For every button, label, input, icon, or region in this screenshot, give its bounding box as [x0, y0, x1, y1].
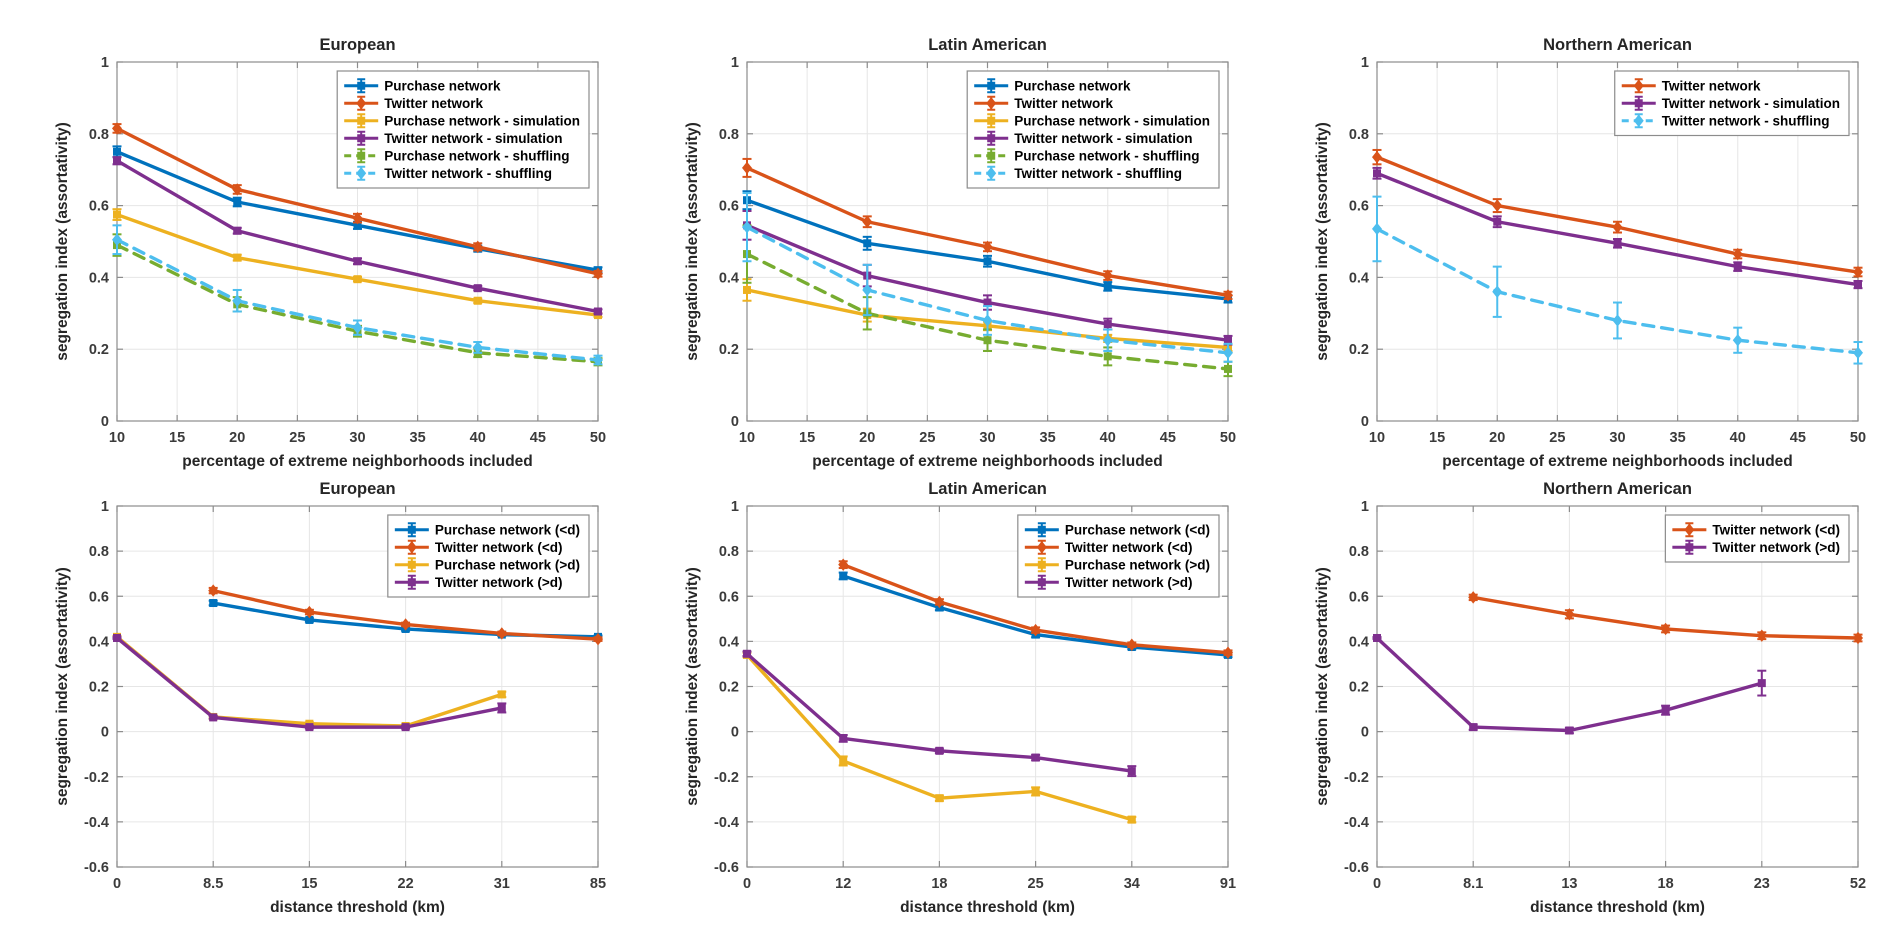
legend-label: Twitter network - simulation: [1014, 130, 1193, 146]
svg-text:50: 50: [1219, 430, 1237, 446]
svg-text:-0.4: -0.4: [84, 814, 109, 831]
svg-text:50: 50: [1849, 430, 1867, 446]
data-point-marker: [474, 297, 482, 305]
svg-text:0.8: 0.8: [1348, 126, 1369, 143]
legend-label: Twitter network: [1014, 95, 1113, 111]
svg-text:50: 50: [589, 430, 607, 446]
legend-marker: [987, 134, 995, 142]
svg-text:91: 91: [1219, 876, 1237, 892]
y-axis-label: segregation index (assortativity): [54, 567, 71, 806]
svg-text:31: 31: [493, 876, 510, 892]
svg-text:18: 18: [931, 876, 948, 892]
data-point-marker: [402, 723, 410, 731]
svg-text:22: 22: [397, 876, 414, 892]
legend-marker: [357, 134, 365, 142]
svg-text:45: 45: [1159, 430, 1176, 446]
svg-text:0: 0: [730, 414, 739, 430]
data-point-marker: [1854, 281, 1862, 289]
svg-text:0: 0: [1360, 414, 1369, 430]
svg-text:0.4: 0.4: [718, 270, 739, 287]
data-point-marker: [1104, 282, 1112, 290]
data-point-marker: [498, 690, 506, 698]
data-point-marker: [1104, 352, 1112, 360]
legend-label: Purchase network: [1014, 78, 1131, 94]
data-point-marker: [1469, 723, 1477, 731]
data-point-marker: [233, 227, 241, 235]
legend-label: Twitter network (<d): [1712, 522, 1840, 538]
legend-marker: [1038, 561, 1046, 569]
data-point-marker: [1734, 263, 1742, 271]
legend: [967, 71, 1219, 188]
svg-text:0.6: 0.6: [88, 589, 109, 606]
svg-text:30: 30: [979, 430, 996, 446]
svg-text:-0.2: -0.2: [1344, 769, 1369, 786]
data-point-marker: [1373, 169, 1381, 177]
legend-label: Twitter network - shuffling: [1661, 113, 1830, 129]
data-point-marker: [1104, 320, 1112, 328]
chart-svg: [1260, 473, 1890, 945]
legend-marker: [1685, 543, 1693, 551]
svg-text:-0.6: -0.6: [1344, 860, 1369, 876]
svg-text:0.2: 0.2: [1348, 679, 1369, 696]
svg-text:45: 45: [1789, 430, 1806, 446]
data-point-marker: [209, 713, 217, 721]
data-point-marker: [935, 747, 943, 755]
legend-marker: [357, 117, 365, 125]
svg-text:-0.4: -0.4: [1344, 814, 1369, 831]
svg-text:15: 15: [1429, 430, 1446, 446]
data-point-marker: [498, 704, 506, 712]
svg-text:0.2: 0.2: [1348, 342, 1369, 359]
data-point-marker: [474, 284, 482, 292]
svg-text:1: 1: [1360, 55, 1369, 71]
data-point-marker: [984, 336, 992, 344]
legend-label: Purchase network - simulation: [384, 113, 580, 129]
svg-text:8.1: 8.1: [1463, 876, 1484, 892]
svg-text:40: 40: [469, 430, 486, 446]
chart-european-percentage: [0, 0, 630, 472]
data-point-marker: [863, 239, 871, 247]
legend-label: Twitter network - simulation: [1661, 95, 1840, 111]
svg-text:0.2: 0.2: [88, 342, 109, 359]
svg-text:20: 20: [229, 430, 246, 446]
data-point-marker: [839, 757, 847, 765]
data-point-marker: [1032, 754, 1040, 762]
svg-text:35: 35: [409, 430, 426, 446]
chart-european-distance: [0, 473, 630, 945]
x-axis-label: distance threshold (km): [1530, 899, 1705, 916]
chart-latin-american-percentage: [630, 0, 1260, 472]
svg-text:10: 10: [108, 430, 126, 446]
svg-text:30: 30: [349, 430, 366, 446]
legend-label: Purchase network (<d): [1064, 522, 1210, 538]
legend: [1018, 515, 1219, 597]
svg-text:0.8: 0.8: [718, 544, 739, 561]
svg-text:0: 0: [1360, 724, 1369, 741]
data-point-marker: [935, 794, 943, 802]
legend: [1665, 515, 1849, 562]
chart-latin-american-distance: [630, 473, 1260, 945]
svg-text:0.2: 0.2: [718, 679, 739, 696]
y-axis-label: segregation index (assortativity): [684, 122, 701, 361]
legend: [388, 515, 589, 597]
legend-label: Twitter network: [1661, 78, 1761, 94]
y-axis-label: segregation index (assortativity): [1314, 567, 1331, 806]
svg-text:25: 25: [289, 430, 306, 446]
data-point-marker: [1493, 218, 1501, 226]
svg-text:34: 34: [1123, 876, 1140, 892]
svg-text:10: 10: [1368, 430, 1386, 446]
data-point-marker: [1224, 365, 1232, 373]
x-axis-label: percentage of extreme neighborhoods included: [182, 453, 533, 470]
chart-title: Latin American: [928, 480, 1047, 498]
svg-text:52: 52: [1849, 876, 1867, 892]
svg-text:15: 15: [799, 430, 816, 446]
data-point-marker: [1662, 706, 1670, 714]
data-point-marker: [1373, 634, 1381, 642]
legend-label: Twitter network - simulation: [384, 130, 563, 146]
legend-marker: [1038, 578, 1046, 586]
svg-text:-0.4: -0.4: [714, 814, 739, 831]
x-axis-label: distance threshold (km): [900, 899, 1075, 916]
svg-text:0.8: 0.8: [718, 126, 739, 143]
svg-text:40: 40: [1729, 430, 1746, 446]
legend-label: Purchase network (>d): [1064, 557, 1210, 573]
legend-label: Purchase network (>d): [434, 557, 580, 573]
legend-marker: [357, 82, 365, 90]
chart-title: Northern American: [1543, 36, 1692, 54]
svg-text:30: 30: [1609, 430, 1626, 446]
x-axis-label: percentage of extreme neighborhoods included: [812, 453, 1163, 470]
svg-text:0.2: 0.2: [88, 679, 109, 696]
svg-text:13: 13: [1561, 876, 1578, 892]
y-axis-label: segregation index (assortativity): [54, 122, 71, 361]
legend-label: Twitter network - shuffling: [384, 165, 552, 181]
data-point-marker: [1032, 787, 1040, 795]
data-point-marker: [1128, 816, 1136, 824]
legend-marker: [408, 578, 416, 586]
data-point-marker: [1758, 679, 1766, 687]
legend-label: Twitter network - shuffling: [1014, 165, 1182, 181]
data-point-marker: [594, 308, 602, 316]
chart-title: European: [319, 480, 396, 498]
svg-text:1: 1: [1360, 499, 1369, 515]
data-point-marker: [233, 254, 241, 262]
svg-text:0.4: 0.4: [88, 634, 109, 651]
data-point-marker: [113, 148, 121, 156]
legend-marker: [357, 152, 365, 160]
svg-text:12: 12: [835, 876, 852, 892]
data-point-marker: [233, 198, 241, 206]
svg-text:0.8: 0.8: [1348, 544, 1369, 561]
data-point-marker: [1614, 239, 1622, 247]
legend-marker: [1038, 526, 1046, 534]
svg-text:0: 0: [112, 876, 122, 892]
data-point-marker: [113, 211, 121, 219]
svg-text:1: 1: [730, 499, 739, 515]
y-axis-label: segregation index (assortativity): [684, 567, 701, 806]
data-point-marker: [305, 723, 313, 731]
svg-text:0.8: 0.8: [88, 126, 109, 143]
svg-text:0.6: 0.6: [718, 198, 739, 215]
svg-text:0.6: 0.6: [1348, 198, 1369, 215]
legend: [1615, 71, 1849, 136]
data-point-marker: [839, 734, 847, 742]
data-point-marker: [743, 650, 751, 658]
svg-text:1: 1: [730, 55, 739, 71]
svg-text:0: 0: [100, 414, 109, 430]
chart-svg: [630, 0, 1260, 472]
chart-title: Latin American: [928, 36, 1047, 54]
chart-svg: [630, 473, 1260, 945]
legend-label: Purchase network - shuffling: [1014, 148, 1200, 164]
svg-text:0.6: 0.6: [88, 198, 109, 215]
legend-label: Twitter network: [384, 95, 483, 111]
data-point-marker: [839, 572, 847, 580]
chart-title: European: [319, 36, 396, 54]
svg-text:0.4: 0.4: [718, 634, 739, 651]
svg-text:23: 23: [1753, 876, 1770, 892]
svg-text:0: 0: [1372, 876, 1382, 892]
legend-marker: [987, 117, 995, 125]
svg-text:0.6: 0.6: [718, 589, 739, 606]
data-point-marker: [354, 257, 362, 265]
legend-label: Twitter network (<d): [434, 539, 563, 555]
legend-label: Twitter network (<d): [1064, 539, 1193, 555]
chart-svg: [0, 0, 630, 472]
data-point-marker: [984, 257, 992, 265]
svg-text:20: 20: [1489, 430, 1506, 446]
svg-text:1: 1: [100, 499, 109, 515]
svg-text:85: 85: [589, 876, 607, 892]
svg-text:-0.2: -0.2: [84, 769, 109, 786]
svg-text:25: 25: [1549, 430, 1566, 446]
legend-marker: [987, 152, 995, 160]
svg-text:0.6: 0.6: [1348, 589, 1369, 606]
data-point-marker: [113, 634, 121, 642]
data-point-marker: [209, 599, 217, 607]
y-axis-label: segregation index (assortativity): [1314, 122, 1331, 361]
chart-northern-american-percentage: [1260, 0, 1890, 472]
legend-marker: [987, 82, 995, 90]
x-axis-label: distance threshold (km): [270, 899, 445, 916]
svg-text:35: 35: [1039, 430, 1056, 446]
chart-northern-american-distance: [1260, 473, 1890, 945]
svg-text:0: 0: [730, 724, 739, 741]
svg-text:0.4: 0.4: [1348, 270, 1369, 287]
svg-text:15: 15: [301, 876, 318, 892]
data-point-marker: [743, 286, 751, 294]
svg-text:25: 25: [1027, 876, 1044, 892]
svg-text:40: 40: [1099, 430, 1116, 446]
legend-label: Twitter network (>d): [1064, 574, 1193, 590]
legend-label: Twitter network (>d): [434, 574, 563, 590]
svg-text:-0.2: -0.2: [714, 769, 739, 786]
chart-svg: [1260, 0, 1890, 472]
chart-title: Northern American: [1543, 480, 1692, 498]
svg-text:0: 0: [100, 724, 109, 741]
svg-text:0.8: 0.8: [88, 544, 109, 561]
legend-label: Twitter network (>d): [1712, 539, 1840, 555]
data-point-marker: [113, 157, 121, 165]
svg-text:0: 0: [742, 876, 752, 892]
legend-label: Purchase network - simulation: [1014, 113, 1210, 129]
svg-text:20: 20: [859, 430, 876, 446]
svg-text:1: 1: [100, 55, 109, 71]
svg-text:15: 15: [169, 430, 186, 446]
data-point-marker: [1128, 767, 1136, 775]
svg-text:18: 18: [1657, 876, 1674, 892]
svg-text:-0.6: -0.6: [84, 860, 109, 876]
data-point-marker: [354, 275, 362, 283]
data-point-marker: [1565, 726, 1573, 734]
x-axis-label: percentage of extreme neighborhoods included: [1442, 453, 1793, 470]
svg-text:45: 45: [529, 430, 546, 446]
chart-svg: [0, 473, 630, 945]
legend-marker: [408, 526, 416, 534]
svg-text:0.2: 0.2: [718, 342, 739, 359]
legend-marker: [1635, 99, 1643, 107]
svg-text:0.4: 0.4: [88, 270, 109, 287]
legend: [337, 71, 589, 188]
svg-text:8.5: 8.5: [203, 876, 224, 892]
legend-label: Purchase network (<d): [434, 522, 580, 538]
legend-label: Purchase network - shuffling: [384, 148, 570, 164]
svg-text:35: 35: [1669, 430, 1686, 446]
legend-label: Purchase network: [384, 78, 501, 94]
svg-text:10: 10: [738, 430, 756, 446]
legend-marker: [408, 561, 416, 569]
svg-text:0.4: 0.4: [1348, 634, 1369, 651]
svg-text:25: 25: [919, 430, 936, 446]
svg-text:-0.6: -0.6: [714, 860, 739, 876]
